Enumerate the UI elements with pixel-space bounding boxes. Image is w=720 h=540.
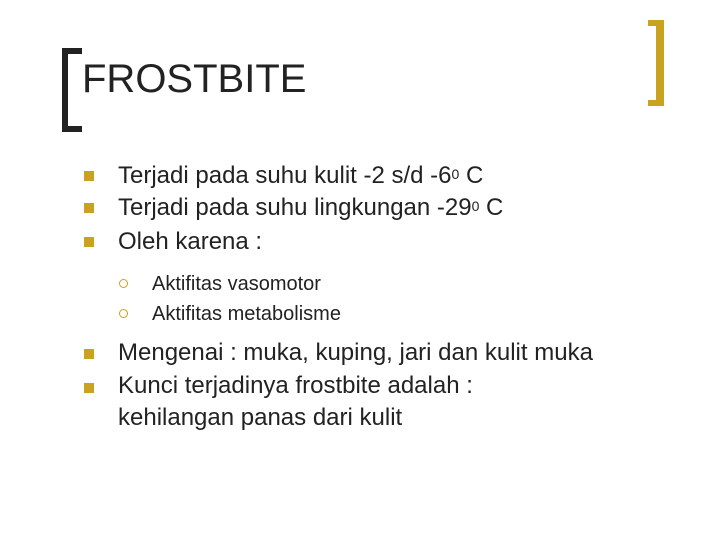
sub-bullet-item: Aktifitas vasomotor [152,273,321,295]
bullet-item [118,161,483,191]
left-bracket-vertical [62,48,68,132]
bullet-square-icon [84,237,94,247]
bullet-square-icon [84,349,94,359]
right-bracket-bottom [648,100,664,106]
bullet-item-continuation: kehilangan panas dari kulit [118,404,403,431]
bullet-text-after: C [459,162,484,189]
bullet-text: Oleh karena : [118,228,263,255]
slide-title: FROSTBITE [82,57,307,101]
superscript: 0 [451,166,460,182]
bullet-item: Kunci terjadinya frostbite adalah : [118,372,473,399]
bullet-item: Mengenai : muka, kuping, jari dan kulit muka [118,339,593,366]
right-bracket-vertical [656,20,664,106]
bullet-item [118,193,503,223]
sub-bullet-circle-icon [119,279,128,288]
right-bracket-top [648,20,664,26]
left-bracket-bottom [62,126,82,132]
sub-bullet-item: Aktifitas metabolisme [152,303,341,325]
sub-bullet-circle-icon [119,309,128,318]
bullet-square-icon [84,171,94,181]
bullet-item [118,227,262,257]
left-bracket-top [62,48,82,54]
bullet-square-icon [84,203,94,213]
bullet-text: Terjadi pada suhu lingkungan -29 [118,194,472,221]
bullet-text-after: C [479,194,504,221]
superscript: 0 [471,198,480,214]
bullet-square-icon [84,383,94,393]
bullet-text: Terjadi pada suhu kulit -2 s/d -6 [118,162,452,189]
